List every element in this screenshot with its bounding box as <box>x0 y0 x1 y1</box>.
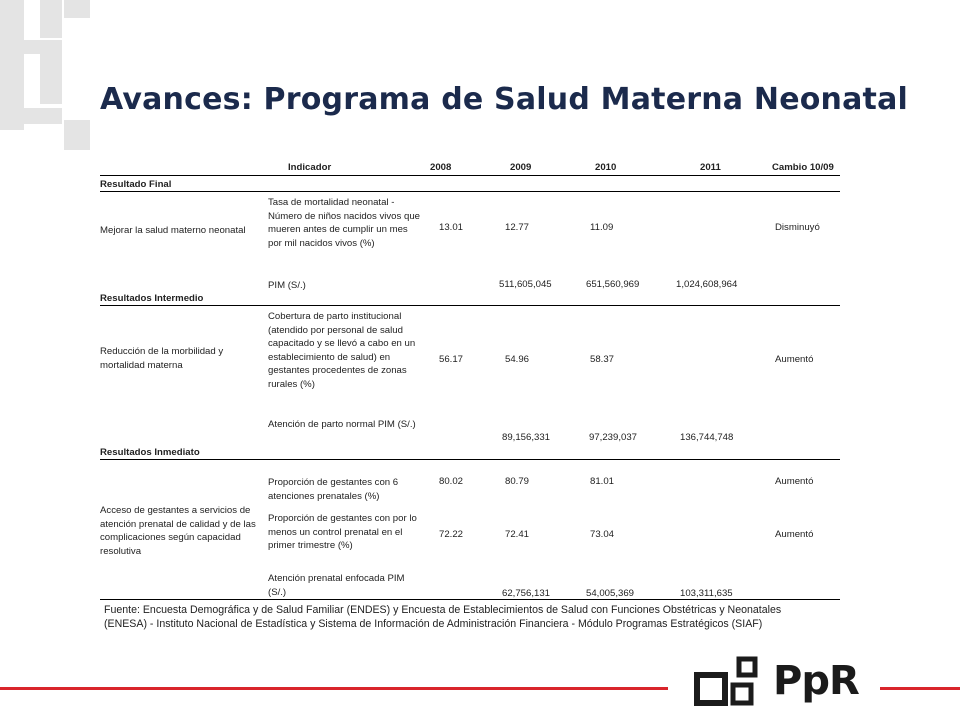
value-2008: 56.17 <box>439 354 464 365</box>
value-2011: 136,744,748 <box>680 432 734 443</box>
accent-line-left <box>0 687 668 690</box>
indicator-cell: Atención de parto normal PIM (S/.) <box>268 419 416 430</box>
section-title: Resultados Intermedio <box>100 290 840 306</box>
accent-line-right <box>880 687 960 690</box>
table-bottom-rule <box>100 599 840 600</box>
table-header-row <box>100 158 840 176</box>
value-2008: 80.02 <box>439 476 464 487</box>
source-footnote: Fuente: Encuesta Demográfica y de Salud Familiar (ENDES) y Encuesta de Establecimientos de Salud con Funciones Obstétricas y Neonatales (ENESA) - Instituto Nacional de Estadística y Sistema de Información de Administración Financiera - Módulo Programas Estratégicos (SIAF) <box>104 604 782 630</box>
change-cell: Aumentó <box>775 354 814 365</box>
value-2009: 12.77 <box>505 222 530 233</box>
value-2009: 89,156,331 <box>502 432 551 443</box>
indicator-cell: Proporción de gestantes con 6 atenciones prenatales (%) <box>268 477 399 502</box>
value-2010: 73.04 <box>590 529 615 540</box>
indicator-cell: Cobertura de parto institucional (atendido por personal de salud capacitado y se llevó a cabo en un establecimiento de salud) en gestantes procedentes de zonas rurales (%) <box>268 311 416 390</box>
value-2009: 62,756,131 <box>502 588 551 599</box>
header-2008: 2008 <box>430 162 452 173</box>
value-2010: 97,239,037 <box>589 432 638 443</box>
decor-square <box>64 0 90 18</box>
decor-square <box>40 0 62 38</box>
indicator-cell: PIM (S/.) <box>268 280 306 291</box>
objective-cell: Acceso de gestantes a servicios de atención prenatal de calidad y de las complicaciones según capacidad resolutiva <box>100 505 256 557</box>
value-2010: 11.09 <box>590 222 614 233</box>
value-2011: 1,024,608,964 <box>676 279 738 290</box>
value-2009: 511,605,045 <box>499 279 552 290</box>
section-title: Resultados Inmediato <box>100 444 840 460</box>
value-2009: 54.96 <box>505 354 530 365</box>
header-2009: 2009 <box>510 162 532 173</box>
decor-square <box>64 120 90 150</box>
value-2008: 13.01 <box>439 222 464 233</box>
value-2008: 72.22 <box>439 529 464 540</box>
value-2009: 72.41 <box>505 529 530 540</box>
decor-square <box>40 46 62 104</box>
value-2009: 80.79 <box>505 476 530 487</box>
value-2010: 81.01 <box>590 476 615 487</box>
page-title: Avances: Programa de Salud Materna Neonatal <box>100 82 909 117</box>
ppr-logo-text: PpR <box>773 658 859 704</box>
header-cambio: Cambio 10/09 <box>772 162 834 173</box>
value-2010: 54,005,369 <box>586 588 635 599</box>
header-2010: 2010 <box>595 162 617 173</box>
value-2010: 58.37 <box>590 354 615 365</box>
section-title: Resultado Final <box>100 176 840 192</box>
change-cell: Aumentó <box>775 529 814 540</box>
objective-cell: Reducción de la morbilidad y mortalidad materna <box>100 346 224 371</box>
header-indicador: Indicador <box>288 162 332 173</box>
decor-bar <box>0 40 62 54</box>
change-cell: Disminuyó <box>775 222 820 233</box>
decor-bar <box>0 108 62 124</box>
indicator-cell: Atención prenatal enfocada PIM (S/.) <box>268 573 405 598</box>
change-cell: Aumentó <box>775 476 814 487</box>
objective-cell: Mejorar la salud materno neonatal <box>100 225 246 236</box>
value-2010: 651,560,969 <box>586 279 640 290</box>
header-2011: 2011 <box>700 162 721 173</box>
value-2011: 103,311,635 <box>680 588 733 599</box>
indicator-cell: Tasa de mortalidad neonatal - Número de niños nacidos vivos que mueren antes de cumplir un mes por mil nacidos vivos (%) <box>268 197 420 249</box>
indicator-cell: Proporción de gestantes con por lo menos un control prenatal en el primer trimestre (%) <box>268 513 417 551</box>
